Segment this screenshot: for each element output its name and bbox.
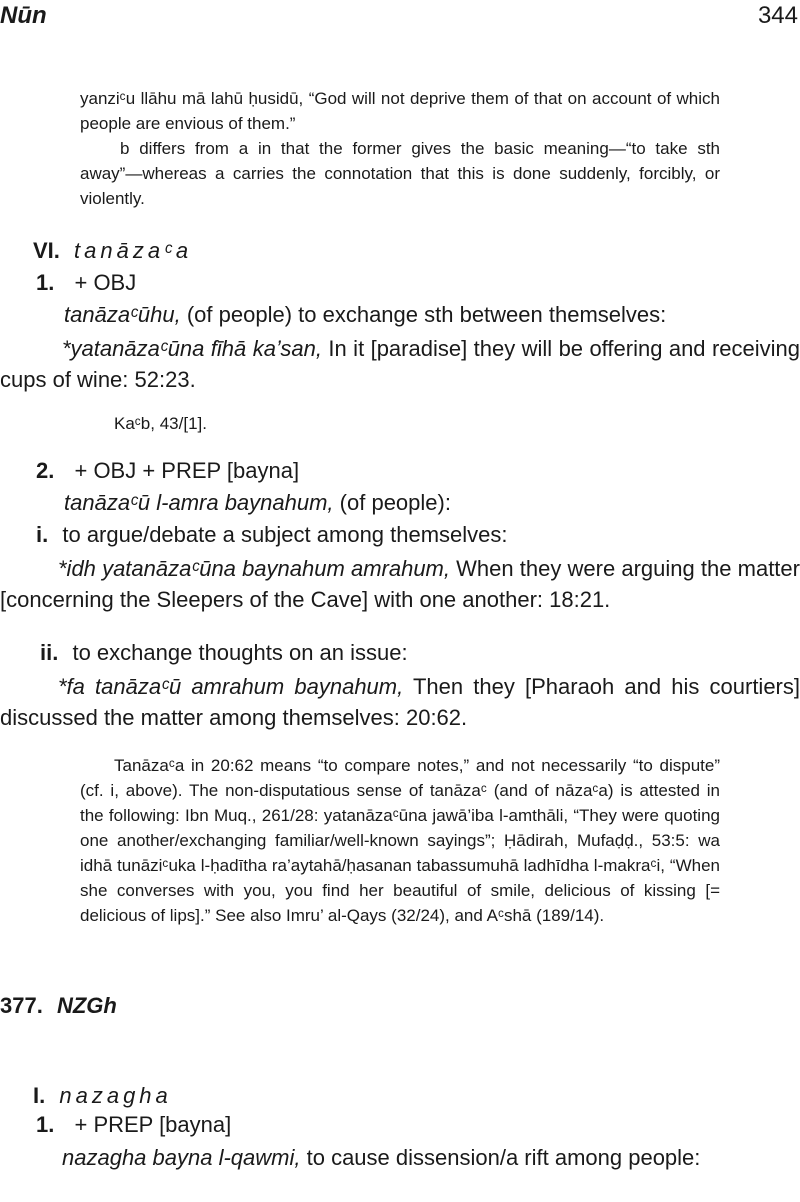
phrase: tanāzaᶜūhu, (64, 302, 181, 327)
form-verb: tanāzaᶜa (74, 238, 193, 263)
note-paragraph: yanziᶜu llāhu mā lahū ḥusidū, “God will not deprive them of that on account of which people are envious of them.” (80, 89, 720, 133)
example (0, 333, 800, 395)
gloss: (of people): (339, 490, 451, 515)
reference: Kaᶜb, 43/[1]. (114, 414, 207, 433)
sense-definition (64, 302, 666, 328)
example (0, 553, 800, 615)
sense-number: 1. (36, 1112, 55, 1137)
sense-heading (36, 458, 299, 484)
quote: *yatanāzaᶜūna fīhā ka’san, (62, 336, 322, 361)
sense-number: 2. (36, 458, 55, 483)
entry-number: 377. (0, 993, 43, 1018)
page-number: 344 (757, 2, 798, 29)
sense-heading (36, 1112, 231, 1138)
sense-pattern: + OBJ (74, 270, 137, 295)
sense-number: 1. (36, 270, 55, 295)
example (0, 671, 800, 733)
quote: *idh yatanāzaᶜūna baynahum amrahum, (58, 556, 450, 581)
form-numeral: VI. (33, 238, 60, 263)
sense-pattern: + OBJ + PREP [bayna] (74, 458, 300, 483)
form-verb: nazagha (59, 1083, 172, 1108)
subsense-heading (40, 640, 408, 666)
form-heading (33, 1083, 172, 1109)
translation: In it [paradise] they will be offering and receiving cups of wine: 52:23. (0, 336, 800, 392)
translation: When they were arguing the matter [concerning the Sleepers of the Cave] with one another: 18:21. (0, 556, 800, 612)
phrase: nazagha bayna l-qawmi, (62, 1145, 301, 1170)
subsense-label: ii. (40, 640, 59, 665)
note-block-1 (80, 86, 720, 211)
subsense-gloss: to exchange thoughts on an issue: (72, 640, 408, 665)
phrase: tanāzaᶜū l-amra baynahum, (64, 490, 334, 515)
note-paragraph: b differs from a in that the former gives the basic meaning—“to take sth away”—whereas a carries the connotation that this is done suddenly, forcibly, or violently. (80, 139, 720, 208)
sense-definition (64, 490, 451, 516)
quote: *fa tanāzaᶜū amrahum baynahum, (58, 674, 404, 699)
sense-heading (36, 270, 136, 296)
subsense-gloss: to argue/debate a subject among themselves: (62, 522, 508, 547)
note-paragraph: Tanāzaᶜa in 20:62 means “to compare notes,” and not necessarily “to dispute” (cf. i, above). The non-disputatious sense of tanāzaᶜ (and of nāzaᶜa) is attested in the following: Ibn Muq., 261/28: yatanāzaᶜūna jawā’iba l-amthāli, “They were quoting one another/exchanging familiar/well-known sayings”; Ḥādirah, Mufaḍḍ., 53:5: wa idhā tunāziᶜuka l-ḥadītha ra’aytahā/ḥasanan tabassumuhā ladhīdha l-makraᶜi, “When she converses with you, you find her beautiful of smile, delicious of kissing [= delicious of lips].” See also Imru’ al-Qays (32/24), and Aᶜshā (189/14). (80, 756, 720, 925)
sense-pattern: + PREP [bayna] (74, 1112, 232, 1137)
gloss: (of people) to exchange sth between themselves: (186, 302, 667, 327)
form-heading (33, 238, 192, 264)
note-block-2 (80, 753, 720, 928)
form-numeral: I. (33, 1083, 46, 1108)
gloss: to cause dissension/a rift among people: (306, 1145, 701, 1170)
sense-definition (0, 1142, 800, 1173)
translation: Then they [Pharaoh and his courtiers] discussed the matter among themselves: 20:62. (0, 674, 800, 730)
entry-root: NZGh (56, 993, 117, 1018)
subsense-heading (36, 522, 508, 548)
entry-heading (0, 993, 117, 1019)
subsense-label: i. (36, 522, 49, 547)
section-header: Nūn (0, 2, 47, 29)
